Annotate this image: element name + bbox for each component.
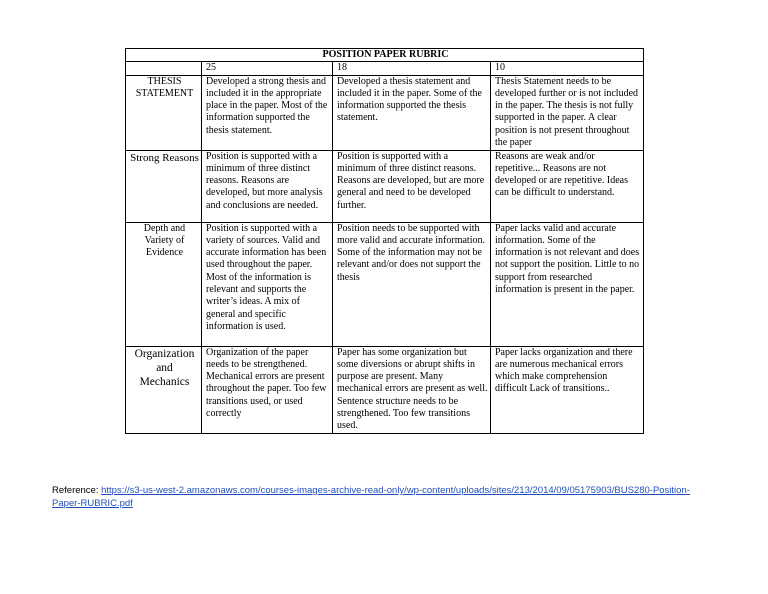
rubric-row-evidence <box>126 222 644 346</box>
cell-thesis-10: Thesis Statement needs to be developed further or is not included in the paper. The thesis is not fully supported in the paper. A clear position is not present throughout the paper <box>491 75 644 150</box>
cell-evidence-10: Paper lacks valid and accurate information. Some of the information is not relevant and does not support the position. Little to no support from researched information is present in the paper. <box>491 222 644 346</box>
cell-reasons-10: Reasons are weak and/or repetitive... Reasons are not developed or are repetitive. Ideas can be difficult to understand. <box>491 150 644 222</box>
criterion-thesis-statement: THESIS STATEMENT <box>126 75 202 150</box>
rubric-title: POSITION PAPER RUBRIC <box>126 49 644 62</box>
score-header-blank <box>126 62 202 75</box>
cell-evidence-25: Position is supported with a variety of sources. Valid and accurate information has been used throughout the paper. Most of the information is relevant and supports the writer’s ideas. A mix of general and specific information is used. <box>202 222 333 346</box>
rubric-table <box>125 48 644 434</box>
cell-reasons-18: Position is supported with a minimum of three distinct reasons. Reasons are developed, but are more general and need to be developed further. <box>333 150 491 222</box>
score-header-18: 18 <box>333 62 491 75</box>
criterion-depth-variety-evidence: Depth and Variety of Evidence <box>126 222 202 346</box>
criterion-organization-mechanics: Organization and Mechanics <box>126 346 202 433</box>
cell-reasons-25: Position is supported with a minimum of three distinct reasons. Reasons are developed, but more analysis and conclusions are needed. <box>202 150 333 222</box>
reference-line <box>52 484 702 510</box>
rubric-row-thesis <box>126 75 644 150</box>
cell-thesis-18: Developed a thesis statement and included it in the paper. Some of the information supported the thesis statement. <box>333 75 491 150</box>
cell-organization-25: Organization of the paper needs to be strengthened. Mechanical errors are present throughout the paper. Too few transitions used, or used correctly <box>202 346 333 433</box>
criterion-strong-reasons: Strong Reasons <box>126 150 202 222</box>
score-header-10: 10 <box>491 62 644 75</box>
rubric-row-reasons <box>126 150 644 222</box>
title-row <box>126 49 644 62</box>
cell-organization-18: Paper has some organization but some diversions or abrupt shifts in purpose are present. Many mechanical errors are present as well. Sentence structure needs to be strengthened. Too few transitions used. <box>333 346 491 433</box>
score-header-25: 25 <box>202 62 333 75</box>
cell-evidence-18: Position needs to be supported with more valid and accurate information. Some of the information may not be relevant and/or does not support the thesis <box>333 222 491 346</box>
reference-link[interactable]: https://s3-us-west-2.amazonaws.com/courses-images-archive-read-only/wp-content/uploads/sites/213/2014/09/05175903/BUS280-Position-Paper-RUBRIC.pdf <box>52 485 690 509</box>
score-row <box>126 62 644 75</box>
cell-thesis-25: Developed a strong thesis and included it in the appropriate place in the paper. Most of the information supported the thesis statement. <box>202 75 333 150</box>
cell-organization-10: Paper lacks organization and there are numerous mechanical errors which make comprehension difficult Lack of transitions.. <box>491 346 644 433</box>
rubric-row-organization <box>126 346 644 433</box>
reference-label: Reference: <box>52 485 102 496</box>
